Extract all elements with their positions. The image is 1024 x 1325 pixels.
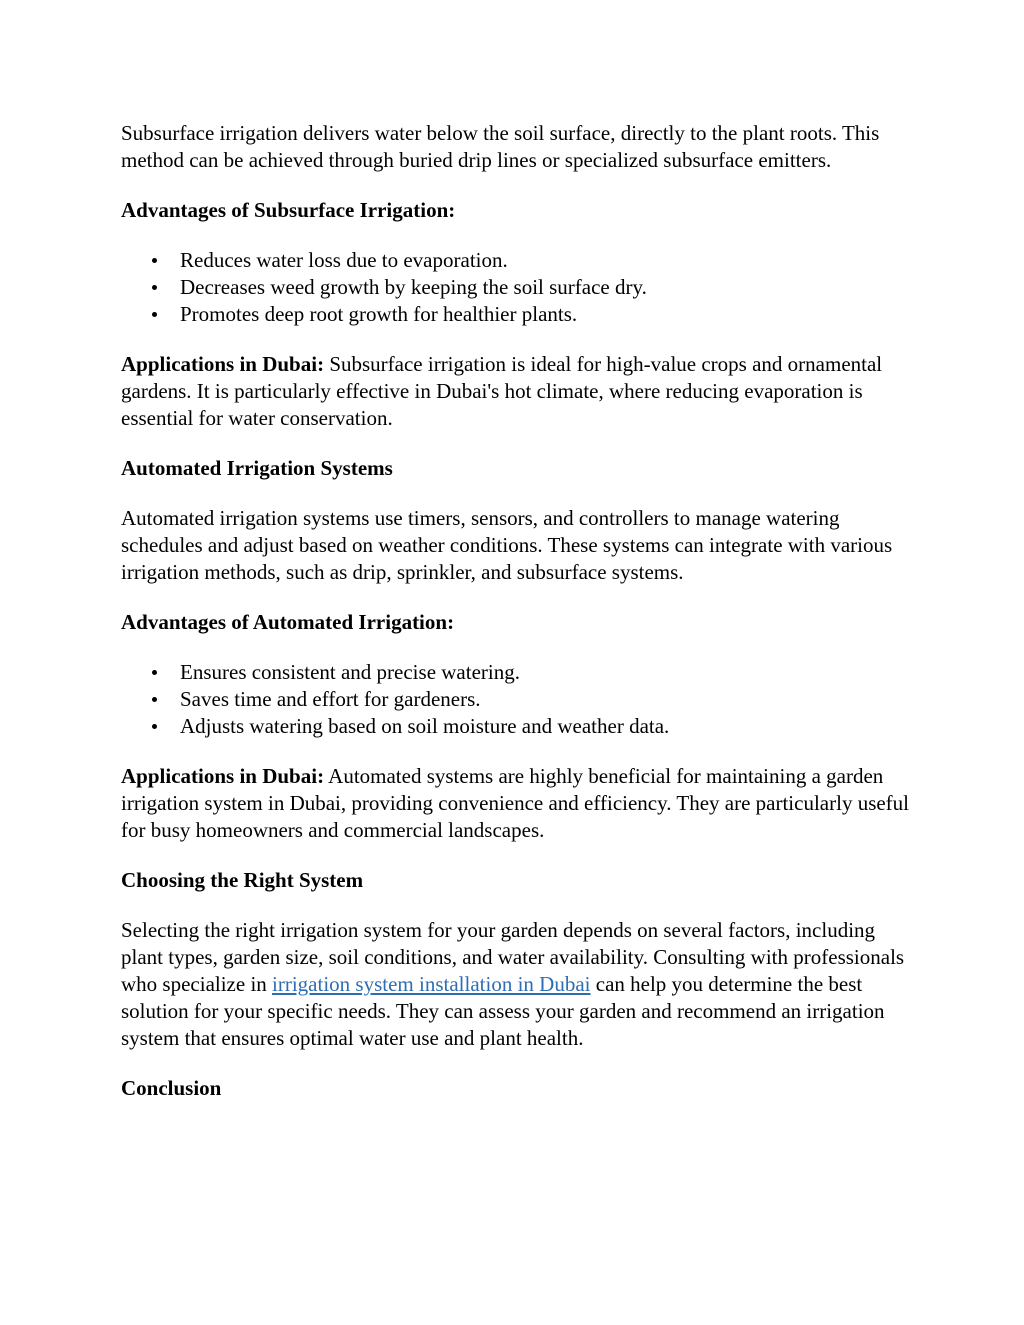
automated-applications-paragraph bbox=[121, 763, 911, 844]
list-item: Decreases weed growth by keeping the soil surface dry. bbox=[180, 274, 911, 301]
choosing-text-after-link: can help you determine the best solution for your specific needs. They can assess your garden and recommend an irrigation system that ensures optimal water use and plant health. bbox=[121, 972, 885, 1050]
subsurface-advantages-list bbox=[121, 247, 911, 328]
automated-advantages-list bbox=[121, 659, 911, 740]
choosing-heading: Choosing the Right System bbox=[121, 868, 364, 892]
subsurface-advantages-heading: Advantages of Subsurface Irrigation: bbox=[121, 198, 456, 222]
choosing-paragraph bbox=[121, 917, 911, 1052]
automated-advantages-heading: Advantages of Automated Irrigation: bbox=[121, 610, 455, 634]
irrigation-installation-link[interactable]: irrigation system installation in Dubai bbox=[272, 972, 591, 996]
choosing-text-before-link: Selecting the right irrigation system for your garden depends on several factors, including plant types, garden size, soil conditions, and water availability. Consulting with professionals who specialize in bbox=[121, 918, 905, 996]
list-item: Promotes deep root growth for healthier plants. bbox=[180, 301, 911, 328]
subsurface-applications-lead: Applications in Dubai: bbox=[121, 352, 325, 376]
automated-applications-text: Automated systems are highly beneficial for maintaining a garden irrigation system in Dubai, providing convenience and efficiency. They are particularly useful for busy homeowners and commercial landscapes. bbox=[121, 764, 910, 842]
subsurface-applications-text: Subsurface irrigation is ideal for high-value crops and ornamental gardens. It is particularly effective in Dubai's hot climate, where reducing evaporation is essential for water conservation. bbox=[121, 352, 883, 430]
list-item: Adjusts watering based on soil moisture and weather data. bbox=[180, 713, 911, 740]
list-item: Saves time and effort for gardeners. bbox=[180, 686, 911, 713]
automated-applications-lead: Applications in Dubai: bbox=[121, 764, 325, 788]
automated-paragraph: Automated irrigation systems use timers, sensors, and controllers to manage watering schedules and adjust based on weather conditions. These systems can integrate with various irrigation methods, such as drip, sprinkler, and subsurface systems. bbox=[121, 506, 893, 584]
list-item: Ensures consistent and precise watering. bbox=[180, 659, 911, 686]
intro-paragraph: Subsurface irrigation delivers water below the soil surface, directly to the plant roots. This method can be achieved through buried drip lines or specialized subsurface emitters. bbox=[121, 121, 880, 172]
automated-heading: Automated Irrigation Systems bbox=[121, 456, 393, 480]
document-page bbox=[121, 120, 911, 1125]
conclusion-heading: Conclusion bbox=[121, 1076, 222, 1100]
subsurface-applications-paragraph bbox=[121, 351, 911, 432]
list-item: Reduces water loss due to evaporation. bbox=[180, 247, 911, 274]
